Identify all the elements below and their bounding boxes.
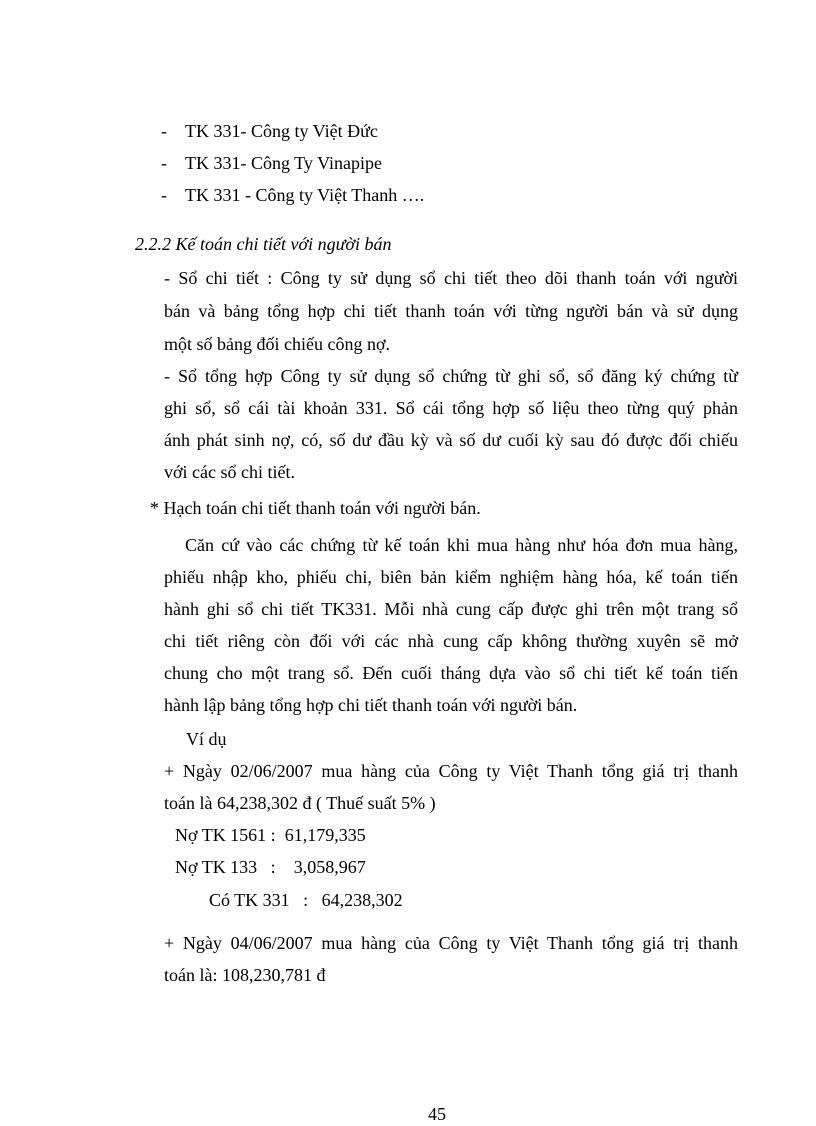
- para3-line-1: Căn cứ vào các chứng từ kế toán khi mua hàng như hóa đơn mua hàng,: [185, 535, 738, 555]
- bullet-item-1: TK 331- Công ty Việt Đức: [185, 121, 378, 141]
- bullet-item-2: TK 331- Công Ty Vinapipe: [185, 153, 382, 173]
- example-label: Ví dụ: [186, 729, 227, 749]
- bullet-item-3: TK 331 - Công ty Việt Thanh ….: [185, 185, 425, 205]
- para3-line-5: chung cho một trang sổ. Đến cuối tháng dựa vào sổ chi tiết kế toán tiến: [164, 663, 738, 683]
- para3-line-4: chi tiết riêng còn đối với các nhà cung cấp không thường xuyên sẽ mở: [164, 631, 738, 651]
- para3-line-2: phiếu nhập kho, phiếu chi, biên bản kiểm nghiệm hàng hóa, kế toán tiến: [164, 567, 738, 587]
- example1-line-2: toán là 64,238,302 đ ( Thuế suất 5% ): [164, 793, 436, 813]
- para2-line-1: - Sổ tổng hợp Công ty sử dụng sổ chứng từ ghi sổ, sổ đăng ký chứng từ: [164, 366, 738, 386]
- bullet-marker: -: [161, 121, 167, 141]
- para1-line-1: - Sổ chi tiết : Công ty sử dụng sổ chi tiết theo dõi thanh toán với người: [164, 268, 738, 288]
- example2-line-2: toán là: 108,230,781 đ: [164, 965, 326, 985]
- bullet-marker: -: [161, 153, 167, 173]
- entry-debit-1561: Nợ TK 1561 : 61,179,335: [175, 825, 366, 845]
- para3-line-6: hành lập bảng tổng hợp chi tiết thanh toán với người bán.: [164, 695, 578, 715]
- para1-line-3: một số bảng đối chiếu công nợ.: [164, 334, 390, 354]
- page-number: 45: [428, 1104, 446, 1124]
- bullet-marker: -: [161, 185, 167, 205]
- para2-line-3: ánh phát sinh nợ, có, số dư đầu kỳ và số dư cuối kỳ sau đó được đối chiếu: [164, 430, 738, 450]
- entry-debit-133: Nợ TK 133 : 3,058,967: [175, 857, 366, 877]
- para2-line-4: với các sổ chi tiết.: [164, 462, 295, 482]
- example2-line-1: + Ngày 04/06/2007 mua hàng của Công ty Việt Thanh tổng giá trị thanh: [164, 933, 738, 953]
- para1-line-2: bán và bảng tổng hợp chi tiết thanh toán với từng người bán và sử dụng: [164, 301, 738, 321]
- star-heading: * Hạch toán chi tiết thanh toán với người bán.: [150, 498, 481, 518]
- para2-line-2: ghi sổ, sổ cái tài khoản 331. Sổ cái tổng hợp số liệu theo từng quý phản: [164, 398, 738, 418]
- section-heading: 2.2.2 Kế toán chi tiết với người bán: [135, 234, 392, 254]
- para3-line-3: hành ghi sổ chi tiết TK331. Mỗi nhà cung cấp được ghi trên một trang sổ: [164, 599, 738, 619]
- entry-credit-331: Có TK 331 : 64,238,302: [209, 890, 403, 910]
- example1-line-1: + Ngày 02/06/2007 mua hàng của Công ty Việt Thanh tổng giá trị thanh: [164, 761, 738, 781]
